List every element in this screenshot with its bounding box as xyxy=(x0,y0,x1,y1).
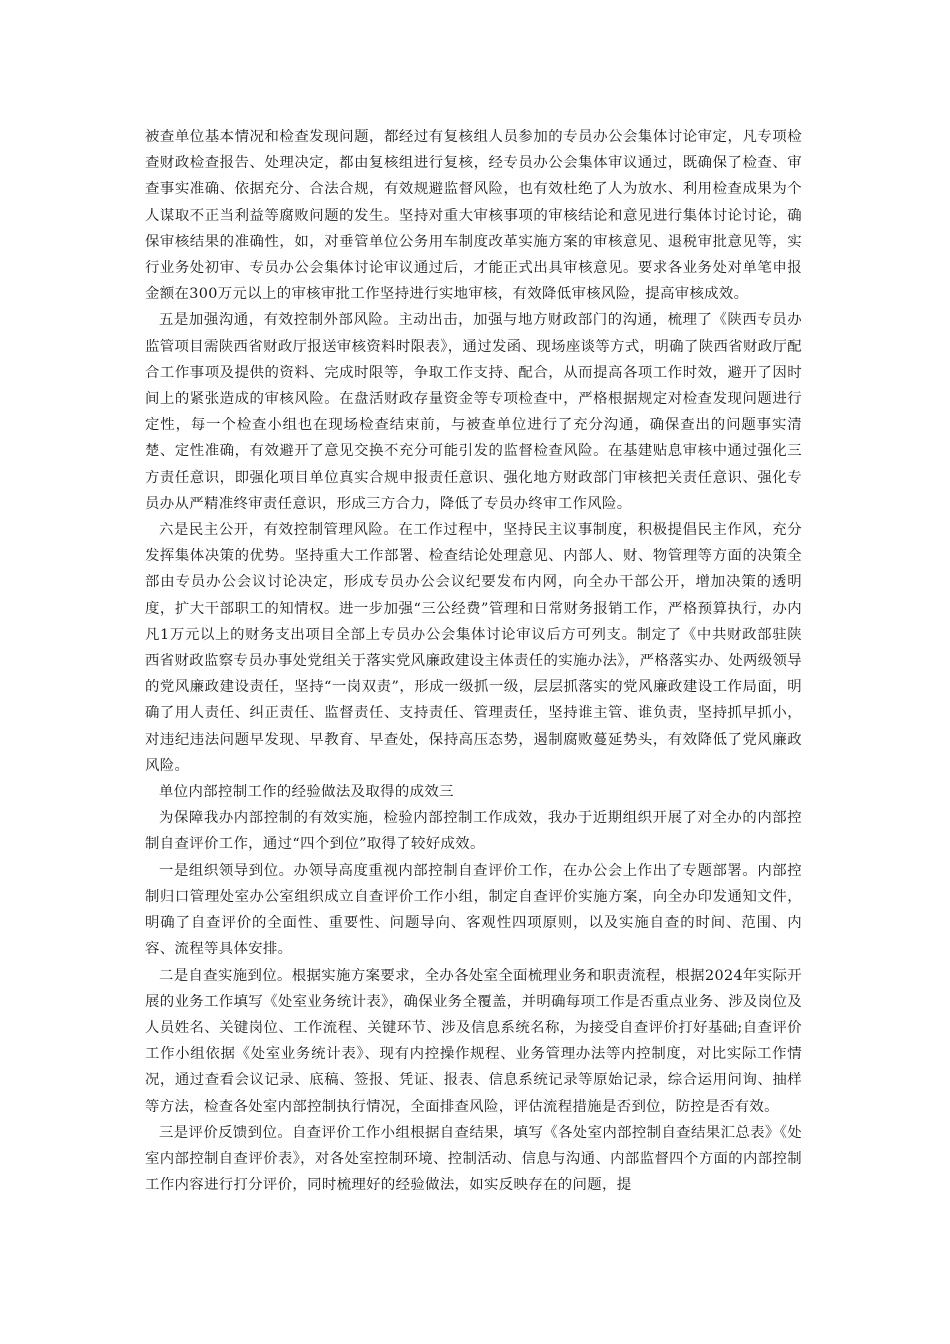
paragraph-continuation: 被查单位基本情况和检查发现问题，都经过有复核组人员参加的专员办公会集体讨论审定，凡专项检查财政检查报告、处理决定，都由复核组进行复核，经专员办公会集体审议通过，既确保了检查、审查事实准确、依据充分、合法合规，有效规避监督风险，也有效杜绝了人为放水、利用检查成果为个人谋取不正当利益等腐败问题的发生。坚持对重大审核事项的审核结论和意见进行集体讨论讨论，确保审核结果的准确性，如，对垂管单位公务用车制度改革实施方案的审核意见、退税审批意见等，实行业务处初审、专员办公会集体讨论审议通过后，才能正式出具审核意见。要求各业务处对单笔申报金额在300万元以上的审核审批工作坚持进行实地审核，有效降低审核风险，提高审核成效。 xyxy=(145,129,802,303)
paragraph-intro: 为保障我办内部控制的有效实施，检验内部控制工作成效，我办于近期组织开展了对全办的内部控制自查评价工作，通过“四个到位”取得了较好成效。 xyxy=(145,810,802,853)
paragraph-item-two: 二是自查实施到位。根据实施方案要求，全办各处室全面梳理业务和职责流程，根据2024年实际开展的业务工作填写《处室业务统计表》，确保业务全覆盖，并明确每项工作是否重点业务、涉及岗位及人员姓名、关键岗位、工作流程、关键环节、涉及信息系统名称，为接受自查评价打好基础;自查评价工作小组依据《处室业务统计表》、现有内控操作规程、业务管理办法等内控制度，对比实际工作情况，通过查看会议记录、底稿、签报、凭证、报表、信息系统记录等原始记录，综合运用问询、抽样等方法，检查各处室内部控制执行情况，全面排查风险，评估流程措施是否到位，防控是否有效。 xyxy=(145,967,802,1115)
paragraph-item-three: 三是评价反馈到位。自查评价工作小组根据自查结果，填写《各处室内部控制自查结果汇总表》《处室内部控制自查评价表》，对各处室控制环境、控制活动、信息与沟通、内部监督四个方面的内部控制工作内容进行打分评价，同时梳理好的经验做法，如实反映存在的问题，提 xyxy=(145,1124,802,1194)
paragraph-item-five: 五是加强沟通，有效控制外部风险。主动出击，加强与地方财政部门的沟通，梳理了《陕西专员办监管项目需陕西省财政厅报送审核资料时限表》，通过发函、现场座谈等方式，明确了陕西省财政厅配合工作事项及提供的资料、完成时限等，争取工作支持、配合，从而提高各项工作时效，避开了因时间上的紧张造成的审核风险。在盘活财政存量资金等专项检查中，严格根据规定对检查发现问题进行定性，每一个检查小组也在现场检查结束前，与被查单位进行了充分沟通，确保查出的问题事实清楚、定性准确，有效避开了意见交换不充分可能引发的监督检查风险。在基建贴息审核中通过强化三方责任意识，即强化项目单位真实合规申报责任意识、强化地方财政部门审核把关责任意识、强化专员办从严精准终审责任意识，形成三方合力，降低了专员办终审工作风险。 xyxy=(145,312,802,512)
document-body xyxy=(145,124,802,1198)
paragraph-item-one: 一是组织领导到位。办领导高度重视内部控制自查评价工作，在办公会上作出了专题部署。内部控制归口管理处室办公室组织成立自查评价工作小组，制定自查评价实施方案，向全办印发通知文件，明确了自查评价的全面性、重要性、问题导向、客观性四项原则，以及实施自查的时间、范围、内容、流程等具体安排。 xyxy=(145,862,802,958)
section-heading: 单位内部控制工作的经验做法及取得的成效三 xyxy=(159,784,454,801)
paragraph-item-six: 六是民主公开，有效控制管理风险。在工作过程中，坚持民主议事制度，积极提倡民主作风，充分发挥集体决策的优势。坚持重大工作部署、检查结论处理意见、内部人、财、物管理等方面的决策全部由专员办公会议讨论决定，形成专员办公会议纪要发布内网，向全办干部公开，增加决策的透明度，扩大干部职工的知情权。进一步加强“三公经费”管理和日常财务报销工作，严格预算执行，办内凡1万元以上的财务支出项目全部上专员办公会集体讨论审议后方可列支。制定了《中共财政部驻陕西省财政监察专员办事处党组关于落实党风廉政建设主体责任的实施办法》，严格落实办、处两级领导的党风廉政建设责任，坚持“一岗双责”，形成一级抓一级，层层抓落实的党风廉政建设工作局面，明确了用人责任、纠正责任、监督责任、支持责任、管理责任，坚持谁主管、谁负责，坚持抓早抓小，对违纪违法问题早发现、早教育、早查处，保持高压态势，遏制腐败蔓延势头，有效降低了党风廉政风险。 xyxy=(145,522,802,774)
